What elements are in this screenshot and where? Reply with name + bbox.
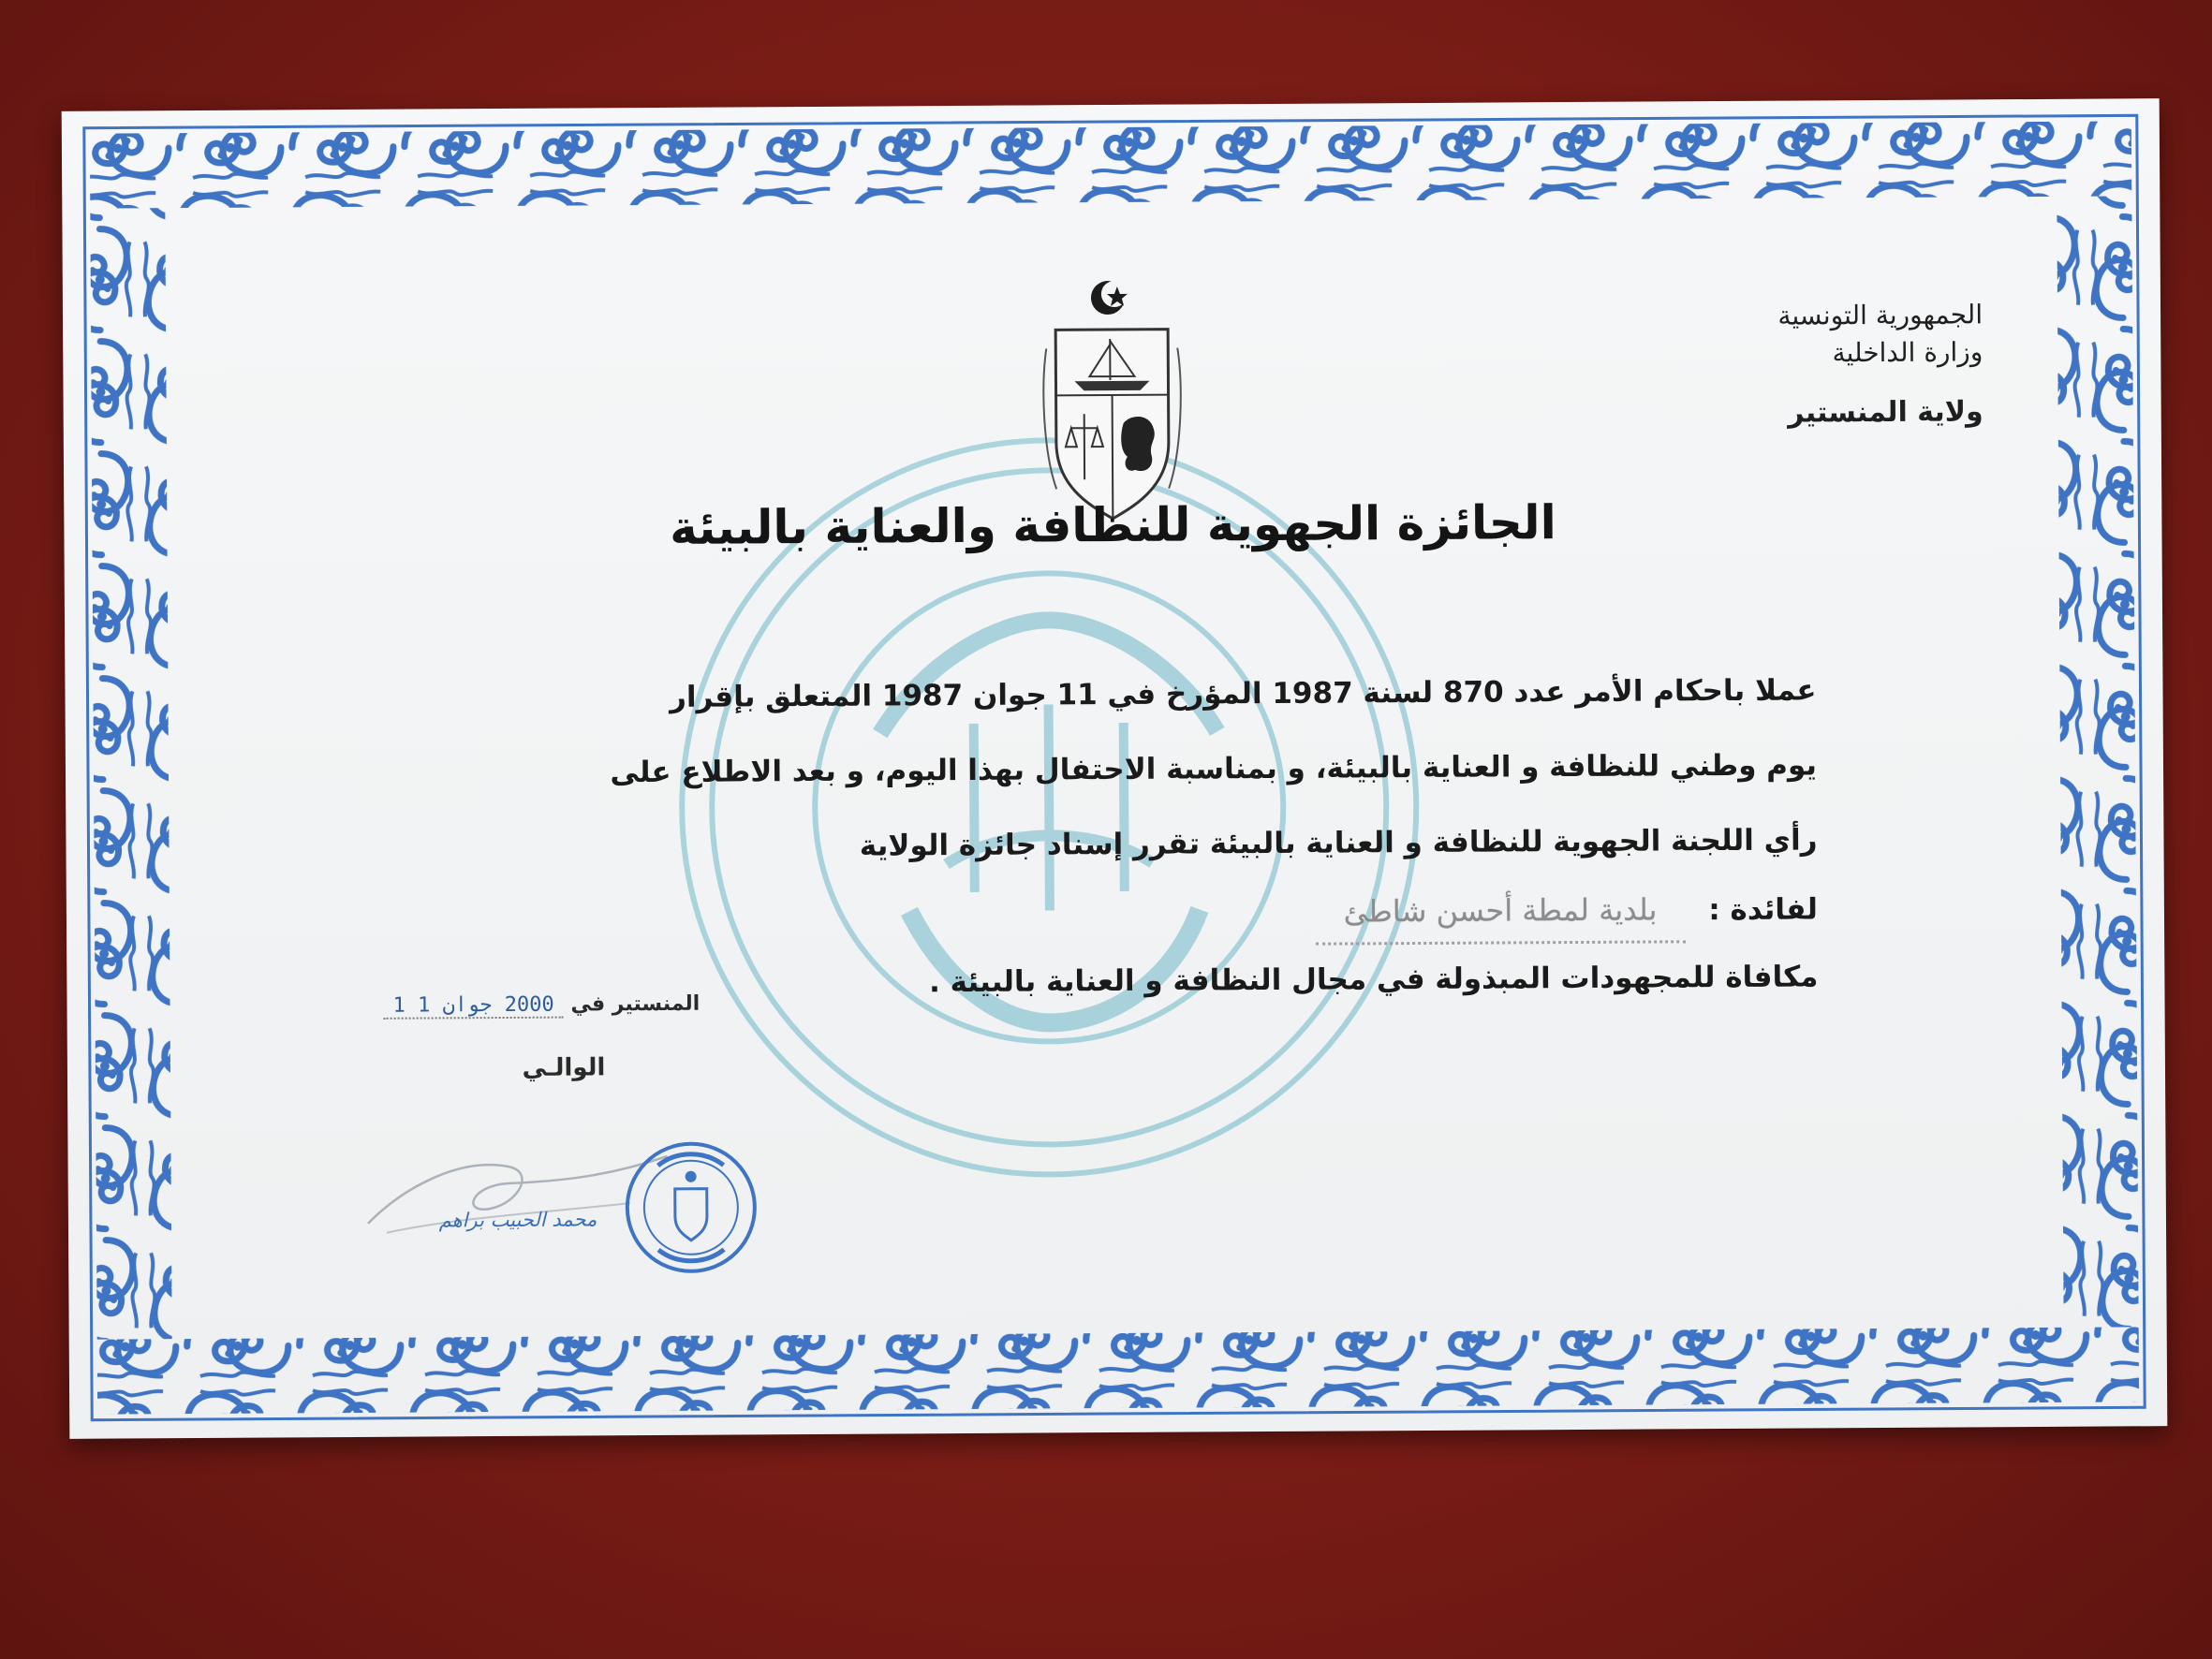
signer-name: محمد الحبيب براهم — [438, 1208, 597, 1232]
certificate-body — [449, 653, 1818, 1022]
ministry-name: وزارة الداخلية — [1832, 336, 1983, 369]
beneficiary-row — [450, 877, 1818, 947]
date-place-label: المنستير في — [570, 991, 700, 1017]
certificate-title: الجائزة الجهوية للنظافة والعناية بالبيئة — [669, 495, 1556, 555]
body-line-3: رأي اللجنة الجهوية للنظافة و العناية بالبيئة تقرر إسناد جائزة الولاية — [859, 823, 1818, 863]
governorate-name: ولاية المنستير — [1788, 395, 1983, 430]
beneficiary-label: لفائدة : — [1708, 892, 1819, 928]
issuing-authority-header — [1589, 296, 1983, 433]
certificate — [62, 98, 2168, 1439]
governor-label: الوالـي — [522, 1053, 606, 1082]
date-value: 2000 جوان 1 1 — [383, 993, 563, 1020]
body-line-5: مكافاة للمجهودات المبذولة في مجال النظافة و العناية بالبيئة . — [928, 960, 1819, 1000]
body-line-1: عملا باحكام الأمر عدد 870 لسنة 1987 المؤرخ في 11 جوان 1987 المتعلق بإقرار — [670, 673, 1817, 714]
body-line-2: يوم وطني للنظافة و العناية بالبيئة، و بمناسبة الاحتفال بهذا اليوم، و بعد الاطلاع على — [610, 748, 1818, 790]
republic-name: الجمهورية التونسية — [1777, 299, 1983, 331]
issue-date-line — [376, 991, 844, 1020]
beneficiary-value: بلدية لمطة أحسن شاطئ — [1315, 878, 1685, 945]
